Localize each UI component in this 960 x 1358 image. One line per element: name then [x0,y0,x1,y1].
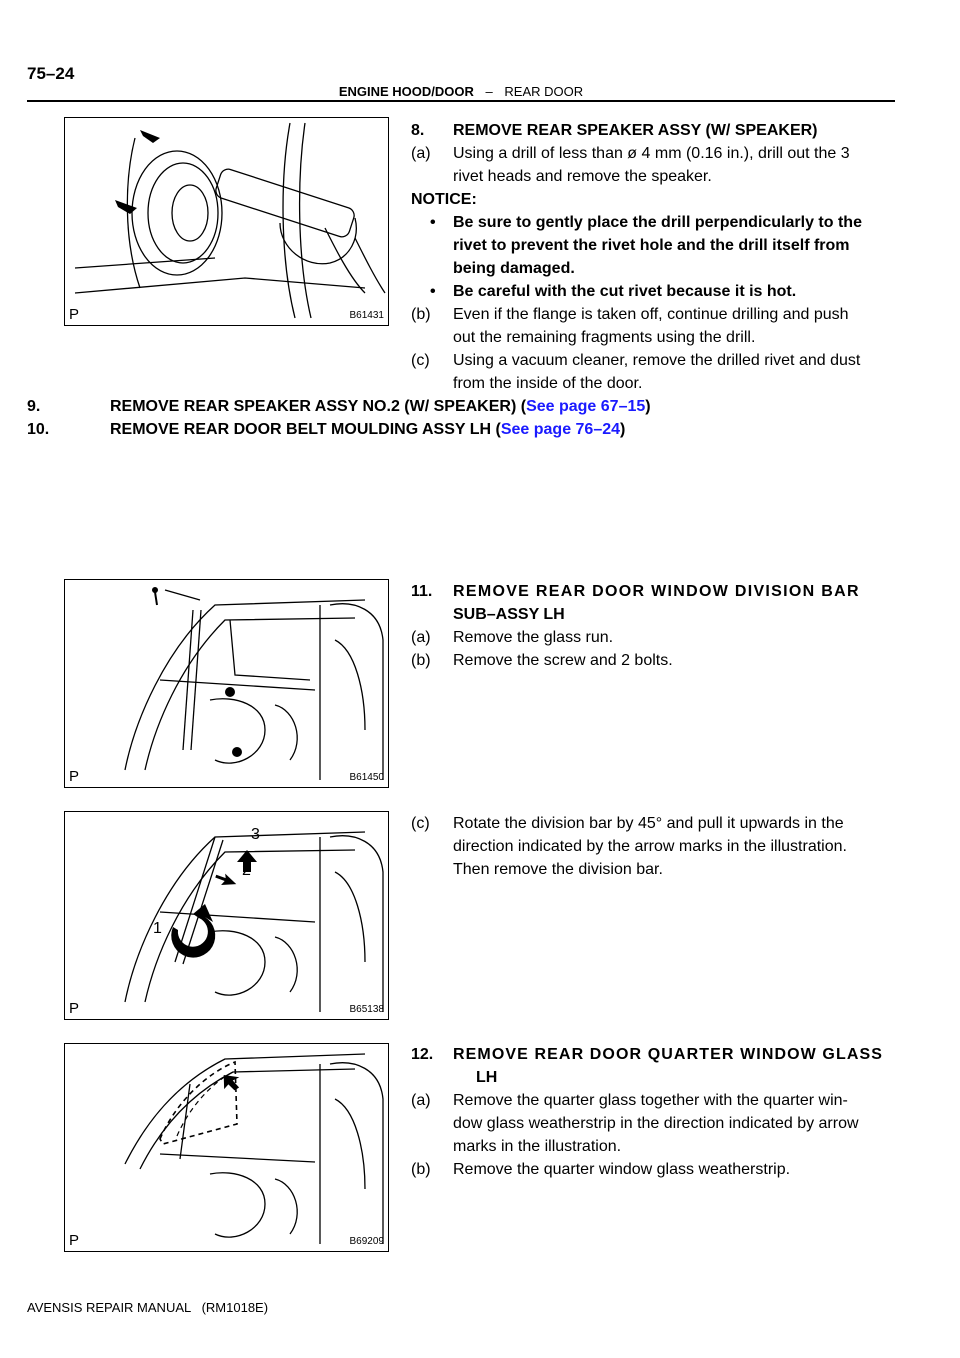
notice-label: NOTICE: [411,191,477,208]
figure-code: B69209 [349,1236,384,1247]
notice-1-line2: rivet to prevent the rivet hole and the drill itself from [453,237,850,254]
step-9-number: 9. [27,398,41,415]
figure-code: B61431 [349,310,384,321]
arrow-icon-lower [115,200,137,214]
division-bar-illustration [65,580,388,787]
step-10 [110,418,625,441]
figure-division-bar [64,579,389,788]
figure-rotate-division-bar [64,811,389,1020]
rotate-bar-illustration [65,812,388,1019]
speaker-drill-illustration [65,118,388,325]
notice-2: Be careful with the cut rivet because it is hot. [453,283,797,300]
quarter-glass-illustration [65,1044,388,1251]
subsection-title: REAR DOOR [504,84,584,99]
figure-code: B65138 [349,1004,384,1015]
notice-bullet-1: • [430,214,436,231]
step-12a-line1: Remove the quarter glass together with the quarter win- [453,1092,848,1109]
notice-bullet-2: • [430,283,436,300]
step-8b-line2: out the remaining fragments using the drill. [453,329,756,346]
figure-speaker-removal [64,117,389,326]
step-12-title-line2: LH [476,1069,498,1086]
step-12a-label: (a) [411,1092,431,1109]
notice-1-line1: Be sure to gently place the drill perpendicularly to the [453,214,862,231]
step-11c-label: (c) [411,815,430,832]
figure-p-label: P [69,1000,80,1017]
header-rule [27,100,895,102]
step-9 [110,395,651,418]
step-12b-text: Remove the quarter window glass weatherstrip. [453,1161,791,1178]
footer: AVENSIS REPAIR MANUAL (RM1018E) [27,1300,269,1315]
callout-3: 3 [251,826,260,843]
right-arrow-icon [214,871,239,890]
figure-quarter-window-glass [64,1043,389,1252]
step-10-link[interactable]: See page 76–24 [500,421,621,438]
step-8a-line1: Using a drill of less than ø 4 mm (0.16 in.), drill out the 3 [453,145,850,162]
page-header [27,84,895,99]
step-11a-label: (a) [411,629,431,646]
step-11a-text: Remove the glass run. [453,629,614,646]
step-11-title-line2: SUB–ASSY LH [453,606,565,623]
arrow-icon-upper [140,130,160,143]
section-title: ENGINE HOOD/DOOR [338,84,474,99]
step-11c-line2: direction indicated by the arrow marks in the illustration. [453,838,847,855]
step-12-title-line1: REMOVE REAR DOOR QUARTER WINDOW GLASS [453,1046,884,1063]
step-11c-line3: Then remove the division bar. [453,861,663,878]
step-12-number: 12. [411,1046,434,1063]
step-10-number: 10. [27,421,50,438]
step-8c-label: (c) [411,352,430,369]
step-11b-text: Remove the screw and 2 bolts. [453,652,673,669]
step-9-link[interactable]: See page 67–15 [526,398,646,415]
callout-2: 2 [242,862,251,879]
step-8-number: 8. [411,122,425,139]
page-number: 75–24 [27,64,75,83]
step-12a-line2: dow glass weatherstrip in the direction indicated by arrow [453,1115,859,1132]
step-9-close: ) [645,398,651,415]
step-9-text: REMOVE REAR SPEAKER ASSY NO.2 (W/ SPEAKER) ( [110,398,527,415]
step-11-number: 11. [411,583,433,600]
arrow-icon-remove [222,1072,242,1092]
figure-p-label: P [69,306,80,323]
figure-p-label: P [69,1232,80,1249]
step-11c-line1: Rotate the division bar by 45° and pull it upwards in the [453,815,844,832]
step-8a-line2: rivet heads and remove the speaker. [453,168,712,185]
step-8-title: REMOVE REAR SPEAKER ASSY (W/ SPEAKER) [453,122,818,139]
figure-p-label: P [69,768,80,785]
notice-1-line3: being damaged. [453,260,575,277]
callout-1: 1 [153,920,162,937]
step-8a-label: (a) [411,145,431,162]
step-10-text: REMOVE REAR DOOR BELT MOULDING ASSY LH ( [110,421,501,438]
step-10-close: ) [620,421,626,438]
step-8c-line2: from the inside of the door. [453,375,643,392]
step-8b-line1: Even if the flange is taken off, continue drilling and push [453,306,849,323]
step-12b-label: (b) [411,1161,431,1178]
step-8c-line1: Using a vacuum cleaner, remove the drilled rivet and dust [453,352,861,369]
step-8b-label: (b) [411,306,431,323]
step-11-title-line1: REMOVE REAR DOOR WINDOW DIVISION BAR [453,583,860,600]
header-separator: – [485,84,493,99]
step-12a-line3: marks in the illustration. [453,1138,622,1155]
step-11b-label: (b) [411,652,431,669]
figure-code: B61450 [349,772,384,783]
